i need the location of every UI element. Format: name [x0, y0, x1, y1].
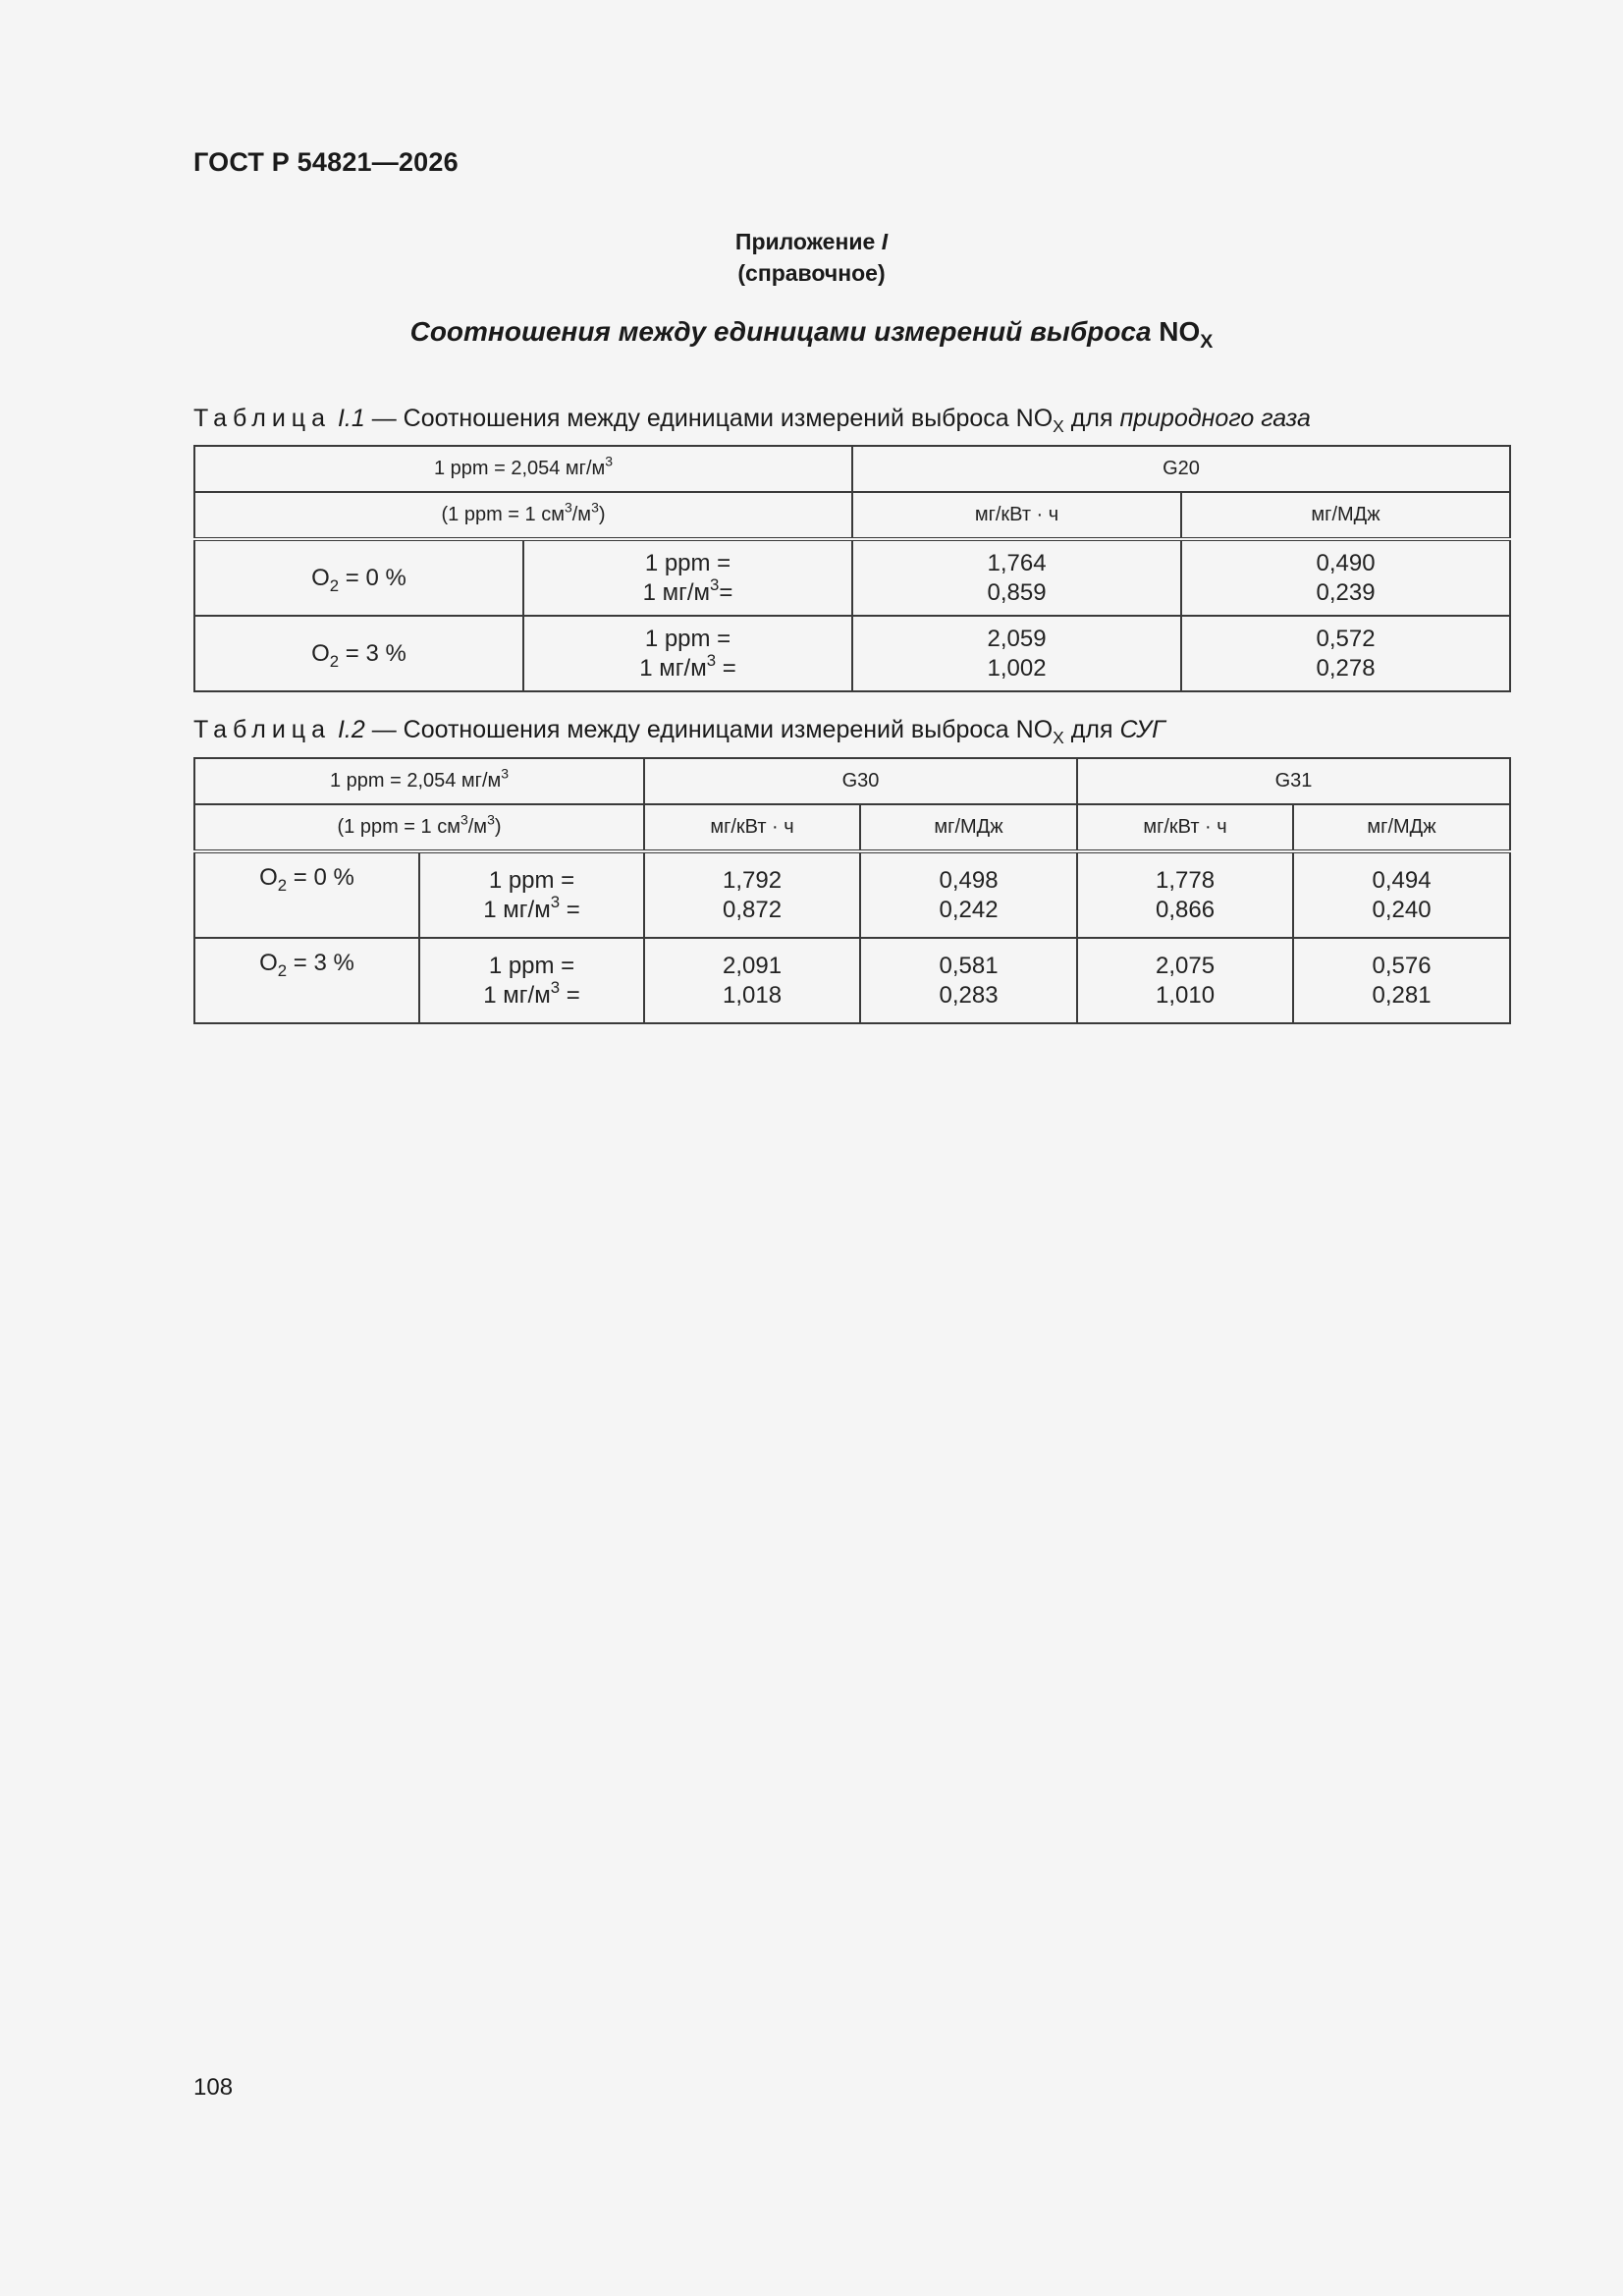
value-cell: 1,792 0,872	[644, 851, 860, 938]
table-row	[194, 539, 1510, 616]
table2-vol-def: (1 ppm = 1 $см^3/м^3$)	[194, 804, 644, 851]
table1-ppm-def: 1 ppm = 2,054 $мг/м^3$	[194, 446, 852, 492]
o2-cell: $O_2 = 3$ %	[194, 616, 523, 691]
page-number: 108	[193, 2074, 234, 2101]
appendix-label: Приложение	[734, 229, 876, 254]
value-cell: 0,581 0,283	[860, 938, 1077, 1023]
document-header: ГОСТ Р 54821—2026	[193, 147, 459, 177]
value-cell: 0,576 0,281	[1293, 938, 1510, 1023]
table1-unit-mj: мг/МДж	[1181, 492, 1510, 539]
value-cell: 0,494 0,240	[1293, 851, 1510, 938]
table2-unit-kwh: мг/кВт · ч	[644, 804, 860, 851]
value-cell: 2,075 1,010	[1077, 938, 1293, 1023]
table1-caption-num: I.1	[337, 405, 365, 432]
table2-header-row-1	[194, 758, 1510, 804]
unit-label-cell: 1 ppm = 1 $мг/м^3=$	[523, 539, 852, 616]
o2-cell: $O_2 = 3$ %	[194, 938, 419, 1023]
table1-header-row-2	[194, 492, 1510, 539]
table2-gas-g30: G30	[644, 758, 1077, 804]
table2-unit-mj: мг/МДж	[1293, 804, 1510, 851]
value-cell: 2,091 1,018	[644, 938, 860, 1023]
table2-unit-mj: мг/МДж	[860, 804, 1077, 851]
table2-caption-sub: X	[1053, 728, 1064, 748]
table1-gas: G20	[852, 446, 1510, 492]
table1-caption-tail: природного газа	[1119, 405, 1311, 432]
table1-vol-def: (1 ppm = 1 $см^3/м^3$)	[194, 492, 852, 539]
value-cell: 1,764 0,859	[852, 539, 1181, 616]
appendix-heading	[0, 226, 1623, 289]
table2-header-row-2	[194, 804, 1510, 851]
section-title-nox-sub: X	[1200, 330, 1214, 353]
table1-caption-word: Таблица	[193, 405, 332, 432]
table1-caption-text2: для	[1063, 405, 1120, 432]
o2-cell: $O_2 = 0$ %	[194, 851, 419, 938]
value-cell: 1,778 0,866	[1077, 851, 1293, 938]
table2-caption	[193, 716, 1165, 748]
table2-gas-g31: G31	[1077, 758, 1510, 804]
table2-caption-word: Таблица	[193, 716, 332, 743]
table2	[193, 757, 1511, 1024]
table2-caption-text: — Соотношения между единицами измерений выброса NO	[364, 716, 1054, 743]
table1-caption-text: — Соотношения между единицами измерений выброса NO	[364, 405, 1054, 432]
section-title-text: Соотношения между единицами измерений выброса	[409, 316, 1152, 347]
table2-ppm-def: 1 ppm = 2,054 $мг/м^3$	[194, 758, 644, 804]
table1-header-row-1	[194, 446, 1510, 492]
table-row	[194, 938, 1510, 1023]
table2-unit-kwh: мг/кВт · ч	[1077, 804, 1293, 851]
o2-cell: $O_2 = 0$ %	[194, 539, 523, 616]
table-row	[194, 851, 1510, 938]
unit-label-cell: 1 ppm = 1 $мг/м^3$ =	[419, 851, 644, 938]
table2-caption-tail: СУГ	[1119, 716, 1165, 743]
table2-caption-num: I.2	[337, 716, 365, 743]
table1-unit-kwh: мг/кВт · ч	[852, 492, 1181, 539]
section-title-nox: NO	[1159, 316, 1201, 347]
table-row	[194, 616, 1510, 691]
unit-label-cell: 1 ppm = 1 $мг/м^3$ =	[419, 938, 644, 1023]
value-cell: 0,572 0,278	[1181, 616, 1510, 691]
value-cell: 0,490 0,239	[1181, 539, 1510, 616]
table1-caption	[193, 405, 1311, 437]
table2-caption-text2: для	[1063, 716, 1120, 743]
table1	[193, 445, 1511, 692]
section-title	[0, 316, 1623, 353]
value-cell: 2,059 1,002	[852, 616, 1181, 691]
unit-label-cell: 1 ppm = 1 $мг/м^3$ =	[523, 616, 852, 691]
appendix-letter: I	[881, 229, 889, 254]
table1-caption-sub: X	[1053, 416, 1064, 437]
appendix-status: (справочное)	[737, 260, 886, 286]
value-cell: 0,498 0,242	[860, 851, 1077, 938]
